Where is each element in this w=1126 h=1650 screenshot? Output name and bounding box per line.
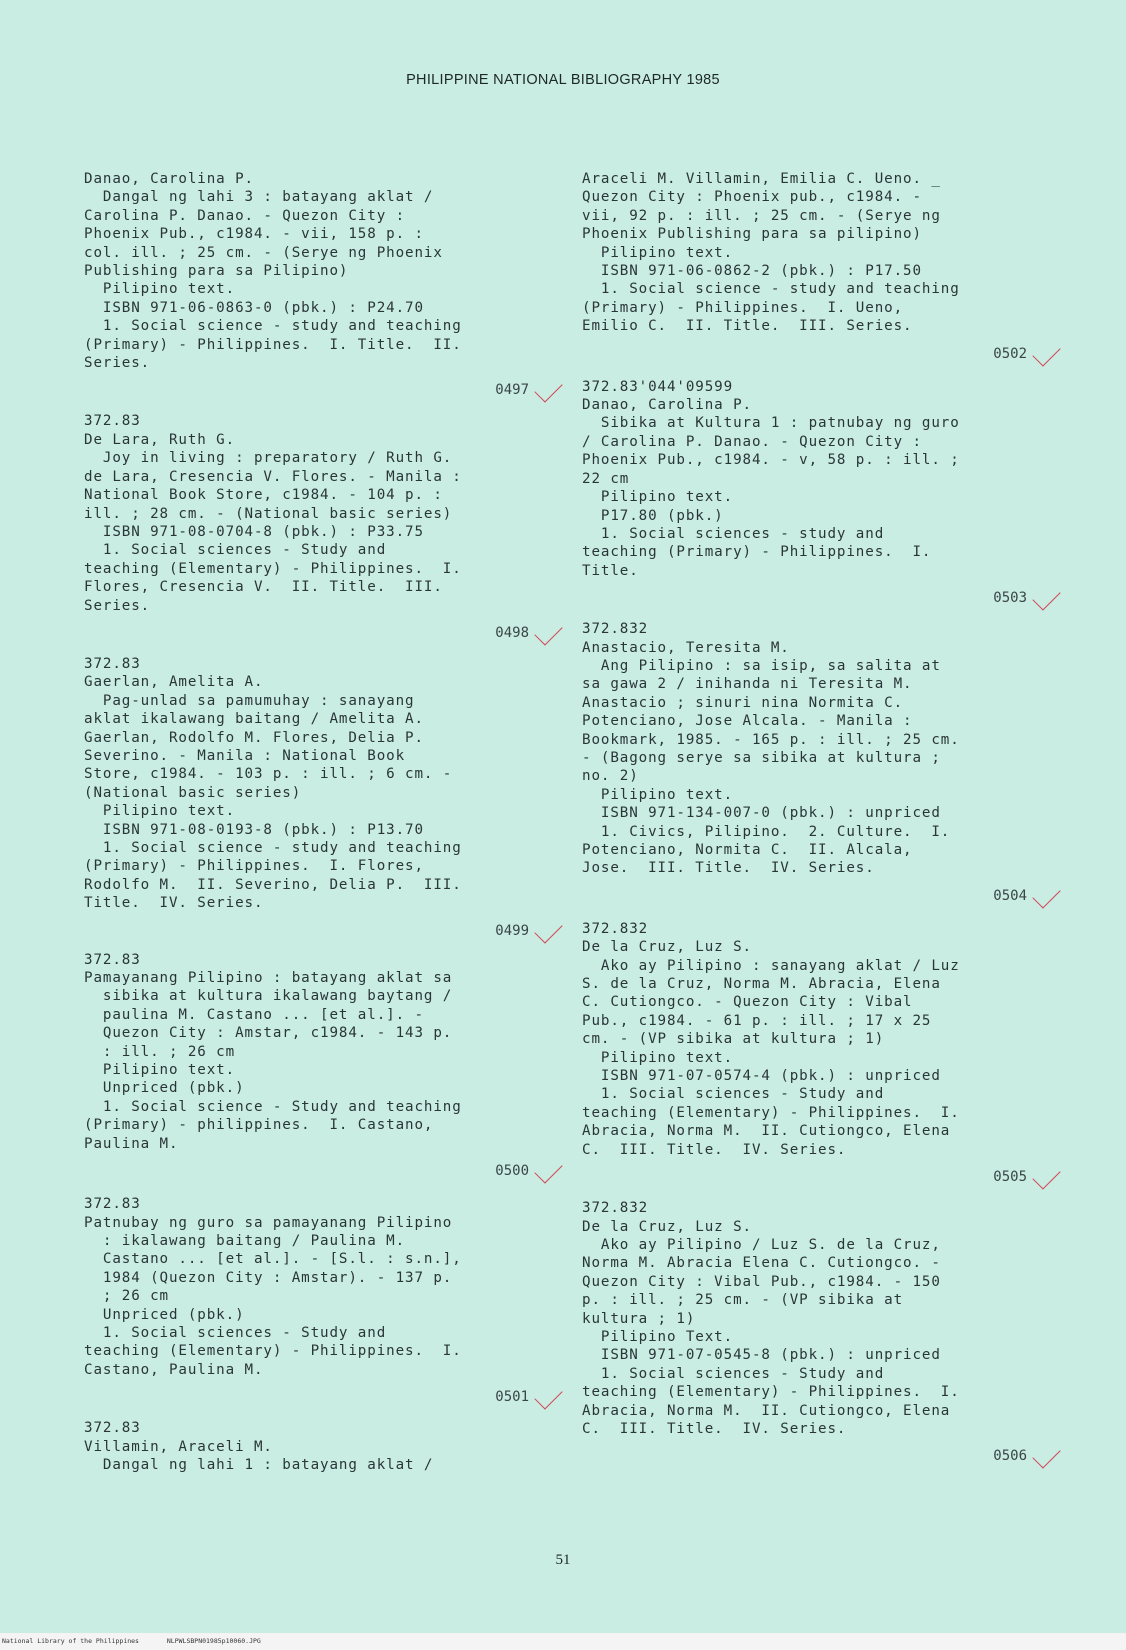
entry-line: 1. Social science - study and teaching (84, 840, 462, 856)
entry-line: : ill. ; 26 cm (84, 1043, 236, 1060)
entry-line: Pilipino text. (582, 786, 734, 803)
entry-line: P17.80 (pbk.) (582, 507, 724, 524)
entry-line: aklat ikalawang baitang / Amelita A. (84, 711, 424, 728)
entry-line: (Primary) - philippines. I. Castano, (84, 1117, 434, 1134)
entry-line: Store, c1984. - 103 p. : ill. ; 6 cm. - (84, 766, 453, 783)
entry-line: Quezon City : Vibal Pub., c1984. - 150 (582, 1273, 941, 1290)
entry-line: Potenciano, Normita C. II. Alcala, (582, 842, 913, 858)
entry-line: Ako ay Pilipino : sanayang aklat / Luz (582, 957, 960, 974)
footer-library: National Library of the Philippines (2, 1637, 139, 1645)
entry-line: Castano ... [et al.]. - [S.l. : s.n.], (84, 1251, 462, 1268)
entry-line: 1. Social sciences - study and (582, 525, 885, 542)
bibliography-entry (582, 378, 1037, 607)
entry-line: Dangal ng lahi 1 : batayang aklat / (84, 1456, 434, 1473)
checkmark-icon (1032, 582, 1060, 610)
entry-line: Series. (84, 355, 151, 372)
entry-line: De Lara, Ruth G. (84, 431, 236, 448)
entry-line: Title. IV. Series. (84, 895, 264, 912)
entry-line: 1. Social science - study and teaching (84, 318, 462, 335)
bibliography-entry (84, 412, 539, 641)
entry-line: 22 cm (582, 470, 630, 487)
entry-line: Patnubay ng guro sa pamayanang Pilipino (84, 1214, 453, 1231)
entry-line: 372.83 (84, 655, 141, 672)
entry-line: teaching (Elementary) - Philippines. I. (582, 1104, 960, 1121)
entry-line: 372.83 (84, 413, 141, 430)
checkmark-icon (1032, 1161, 1060, 1189)
entry-line: 1. Social sciences - Study and (84, 542, 387, 559)
entry-line: kultura ; 1) (582, 1310, 696, 1327)
entry-line: National Book Store, c1984. - 104 p. : (84, 487, 443, 504)
entry-line: Anastacio, Teresita M. (582, 639, 790, 656)
entry-line: 372.832 (582, 1200, 649, 1217)
entry-line: teaching (Elementary) - Philippines. I. (84, 560, 462, 577)
entry-line: col. ill. ; 25 cm. - (Serye ng Phoenix (84, 244, 443, 261)
entry-number: 0498 (495, 624, 529, 641)
bibliography-entry (582, 620, 1037, 904)
left-column (84, 170, 539, 1474)
checkmark-icon (534, 375, 562, 403)
entry-line: paulina M. Castano ... [et al.]. - (84, 1006, 424, 1023)
page-title: PHILIPPINE NATIONAL BIBLIOGRAPHY 1985 (406, 72, 720, 88)
entry-line: Bookmark, 1985. - 165 p. : ill. ; 25 cm. (582, 731, 960, 748)
entry-line: 1. Social science - Study and teaching (84, 1098, 462, 1115)
entry-line: Abracia, Norma M. II. Cutiongco, Elena (582, 1123, 951, 1140)
entry-line: teaching (Elementary) - Philippines. I. (582, 1384, 960, 1401)
entry-line: Danao, Carolina P. (582, 397, 752, 414)
entry-line: 1984 (Quezon City : Amstar). - 137 p. (84, 1269, 453, 1286)
entry-line: Pilipino text. (84, 281, 236, 298)
entry-line: (National basic series) (84, 784, 302, 801)
entry-line: : ikalawang baitang / Paulina M. (84, 1232, 406, 1249)
entry-line: De la Cruz, Luz S. (582, 1218, 752, 1235)
entry-line: Pilipino Text. (582, 1328, 734, 1345)
entry-number: 0502 (993, 345, 1027, 362)
entry-number: 0505 (993, 1169, 1027, 1186)
bibliography-entry (84, 1419, 539, 1474)
checkmark-icon (534, 915, 562, 943)
entry-line: Title. (582, 562, 639, 579)
entry-line: de Lara, Cresencia V. Flores. - Manila : (84, 468, 462, 485)
entry-line: sibika at kultura ikalawang baytang / (84, 988, 453, 1005)
checkmark-icon (1032, 880, 1060, 908)
entry-line: 372.83 (84, 951, 141, 968)
checkmark-icon (534, 1382, 562, 1410)
entry-line: ISBN 971-06-0863-0 (pbk.) : P24.70 (84, 299, 424, 316)
entry-line: (Primary) - Philippines. I. Flores, (84, 858, 424, 875)
right-column (582, 170, 1037, 1465)
entry-line: Unpriced (pbk.) (84, 1080, 245, 1097)
entry-line: Anastacio ; sinuri nina Normita C. (582, 694, 904, 711)
checkmark-icon (1032, 338, 1060, 366)
entry-line: ill. ; 28 cm. - (National basic series) (84, 505, 453, 522)
entry-line: 372.83 (84, 1196, 141, 1213)
entry-number: 0499 (495, 922, 529, 939)
entry-line: 1. Social sciences - Study and (582, 1086, 885, 1103)
entry-line: Jose. III. Title. IV. Series. (582, 860, 875, 877)
entry-line: Carolina P. Danao. - Quezon City : (84, 207, 406, 224)
entry-line: Paulina M. (84, 1135, 179, 1152)
bibliography-entry (84, 1195, 539, 1406)
entry-line: S. de la Cruz, Norma M. Abracia, Elena (582, 976, 941, 993)
entry-line: C. III. Title. IV. Series. (582, 1420, 847, 1437)
entry-line: teaching (Elementary) - Philippines. I. (84, 1343, 462, 1360)
entry-line: Severino. - Manila : National Book (84, 747, 406, 764)
entry-line: Sibika at Kultura 1 : patnubay ng guro (582, 415, 960, 432)
entry-line: 1. Civics, Pilipino. 2. Culture. I. (582, 823, 951, 840)
bibliography-entry (84, 951, 539, 1180)
entry-line: Joy in living : preparatory / Ruth G. (84, 450, 453, 467)
entry-line: Quezon City : Amstar, c1984. - 143 p. (84, 1025, 453, 1042)
entry-number: 0500 (495, 1163, 529, 1180)
entry-line: 1. Social sciences - Study and (84, 1324, 387, 1341)
entry-line: Potenciano, Jose Alcala. - Manila : (582, 713, 913, 730)
entry-line: vii, 92 p. : ill. ; 25 cm. - (Serye ng (582, 207, 941, 224)
entry-line: ISBN 971-08-0193-8 (pbk.) : P13.70 (84, 821, 424, 838)
entry-line: ISBN 971-06-0862-2 (pbk.) : P17.50 (582, 263, 922, 280)
bibliography-entry (582, 1199, 1037, 1465)
entry-line: ISBN 971-07-0545-8 (pbk.) : unpriced (582, 1347, 941, 1364)
entry-line: Flores, Cresencia V. II. Title. III. (84, 579, 443, 596)
entry-line: Phoenix Pub., c1984. - v, 58 p. : ill. ; (582, 452, 960, 469)
entry-line: Gaerlan, Amelita A. (84, 674, 264, 691)
entry-number: 0497 (495, 382, 529, 399)
entry-line: 372.83'044'09599 (582, 378, 734, 395)
bibliography-entry (84, 655, 539, 939)
checkmark-icon (534, 1155, 562, 1183)
entry-line: ; 26 cm (84, 1288, 169, 1305)
entry-line: Norma M. Abracia Elena C. Cutiongco. - (582, 1255, 941, 1272)
entry-number: 0504 (993, 887, 1027, 904)
entry-line: Pilipino text. (582, 1049, 734, 1066)
entry-line: Rodolfo M. II. Severino, Delia P. III. (84, 876, 462, 893)
entry-line: Pilipino text. (84, 1062, 236, 1079)
entry-line: - (Bagong serye sa sibika at kultura ; (582, 749, 941, 766)
entry-line: 1. Social sciences - Study and (582, 1365, 885, 1382)
checkmark-icon (534, 617, 562, 645)
entry-line: p. : ill. ; 25 cm. - (VP sibika at (582, 1292, 904, 1309)
entry-line: / Carolina P. Danao. - Quezon City : (582, 433, 922, 450)
entry-line: 1. Social science - study and teaching (582, 281, 960, 298)
entry-line: Danao, Carolina P. (84, 171, 254, 187)
entry-line: Quezon City : Phoenix pub., c1984. - (582, 189, 922, 206)
entry-line: Pilipino text. (582, 244, 734, 261)
entry-line: ISBN 971-08-0704-8 (pbk.) : P33.75 (84, 523, 424, 540)
entry-line: De la Cruz, Luz S. (582, 939, 752, 956)
entry-line: Dangal ng lahi 3 : batayang aklat / (84, 189, 434, 206)
entry-line: Phoenix Publishing para sa pilipino) (582, 226, 922, 243)
entry-line: Pamayanang Pilipino : batayang aklat sa (84, 970, 453, 987)
entry-line: C. Cutiongco. - Quezon City : Vibal (582, 994, 913, 1011)
footer (0, 1633, 1126, 1650)
entry-line: Gaerlan, Rodolfo M. Flores, Delia P. (84, 729, 424, 746)
entry-line: Unpriced (pbk.) (84, 1306, 245, 1323)
entry-number: 0503 (993, 590, 1027, 607)
bibliography-entry (582, 920, 1037, 1186)
entry-line: (Primary) - Philippines. I. Ueno, (582, 299, 904, 316)
entry-line: 372.83 (84, 1420, 141, 1437)
page-number: 51 (555, 1552, 571, 1568)
entry-line: no. 2) (582, 768, 639, 785)
entry-line: Ako ay Pilipino / Luz S. de la Cruz, (582, 1236, 941, 1253)
entry-line: Phoenix Pub., c1984. - vii, 158 p. : (84, 226, 424, 243)
entry-number: 0501 (495, 1389, 529, 1406)
entry-line: Publishing para sa Pilipino) (84, 263, 349, 280)
entry-number: 0506 (993, 1448, 1027, 1465)
entry-line: C. III. Title. IV. Series. (582, 1141, 847, 1158)
entry-line: Pilipino text. (84, 803, 236, 820)
entry-line: Series. (84, 597, 151, 614)
entry-line: Ang Pilipino : sa isip, sa salita at (582, 657, 941, 674)
entry-line: Pub., c1984. - 61 p. : ill. ; 17 x 25 (582, 1012, 932, 1029)
entry-line: ISBN 971-134-007-0 (pbk.) : unpriced (582, 805, 941, 822)
entry-line: Castano, Paulina M. (84, 1361, 264, 1378)
entry-line: (Primary) - Philippines. I. Title. II. (84, 336, 462, 353)
entry-line: ISBN 971-07-0574-4 (pbk.) : unpriced (582, 1068, 941, 1085)
entry-line: 372.832 (582, 621, 649, 638)
entry-line: teaching (Primary) - Philippines. I. (582, 544, 932, 561)
entry-line: sa gawa 2 / inihanda ni Teresita M. (582, 676, 913, 693)
entry-line: Pag-unlad sa pamumuhay : sanayang (84, 692, 415, 709)
checkmark-icon (1032, 1441, 1060, 1469)
entry-line: cm. - (VP sibika at kultura ; 1) (582, 1031, 885, 1048)
bibliography-entry (84, 170, 539, 399)
entry-line: Emilio C. II. Title. III. Series. (582, 318, 913, 335)
entry-line: Araceli M. Villamin, Emilia C. Ueno. _ (582, 171, 941, 187)
footer-file: NLPWLSBPN01985p10060.JPG (166, 1637, 261, 1645)
entry-line: Pilipino text. (582, 489, 734, 506)
entry-line: Villamin, Araceli M. (84, 1438, 273, 1455)
entry-line: 372.832 (582, 920, 649, 937)
entry-line: Abracia, Norma M. II. Cutiongco, Elena (582, 1402, 951, 1419)
bibliography-entry (582, 170, 1037, 362)
